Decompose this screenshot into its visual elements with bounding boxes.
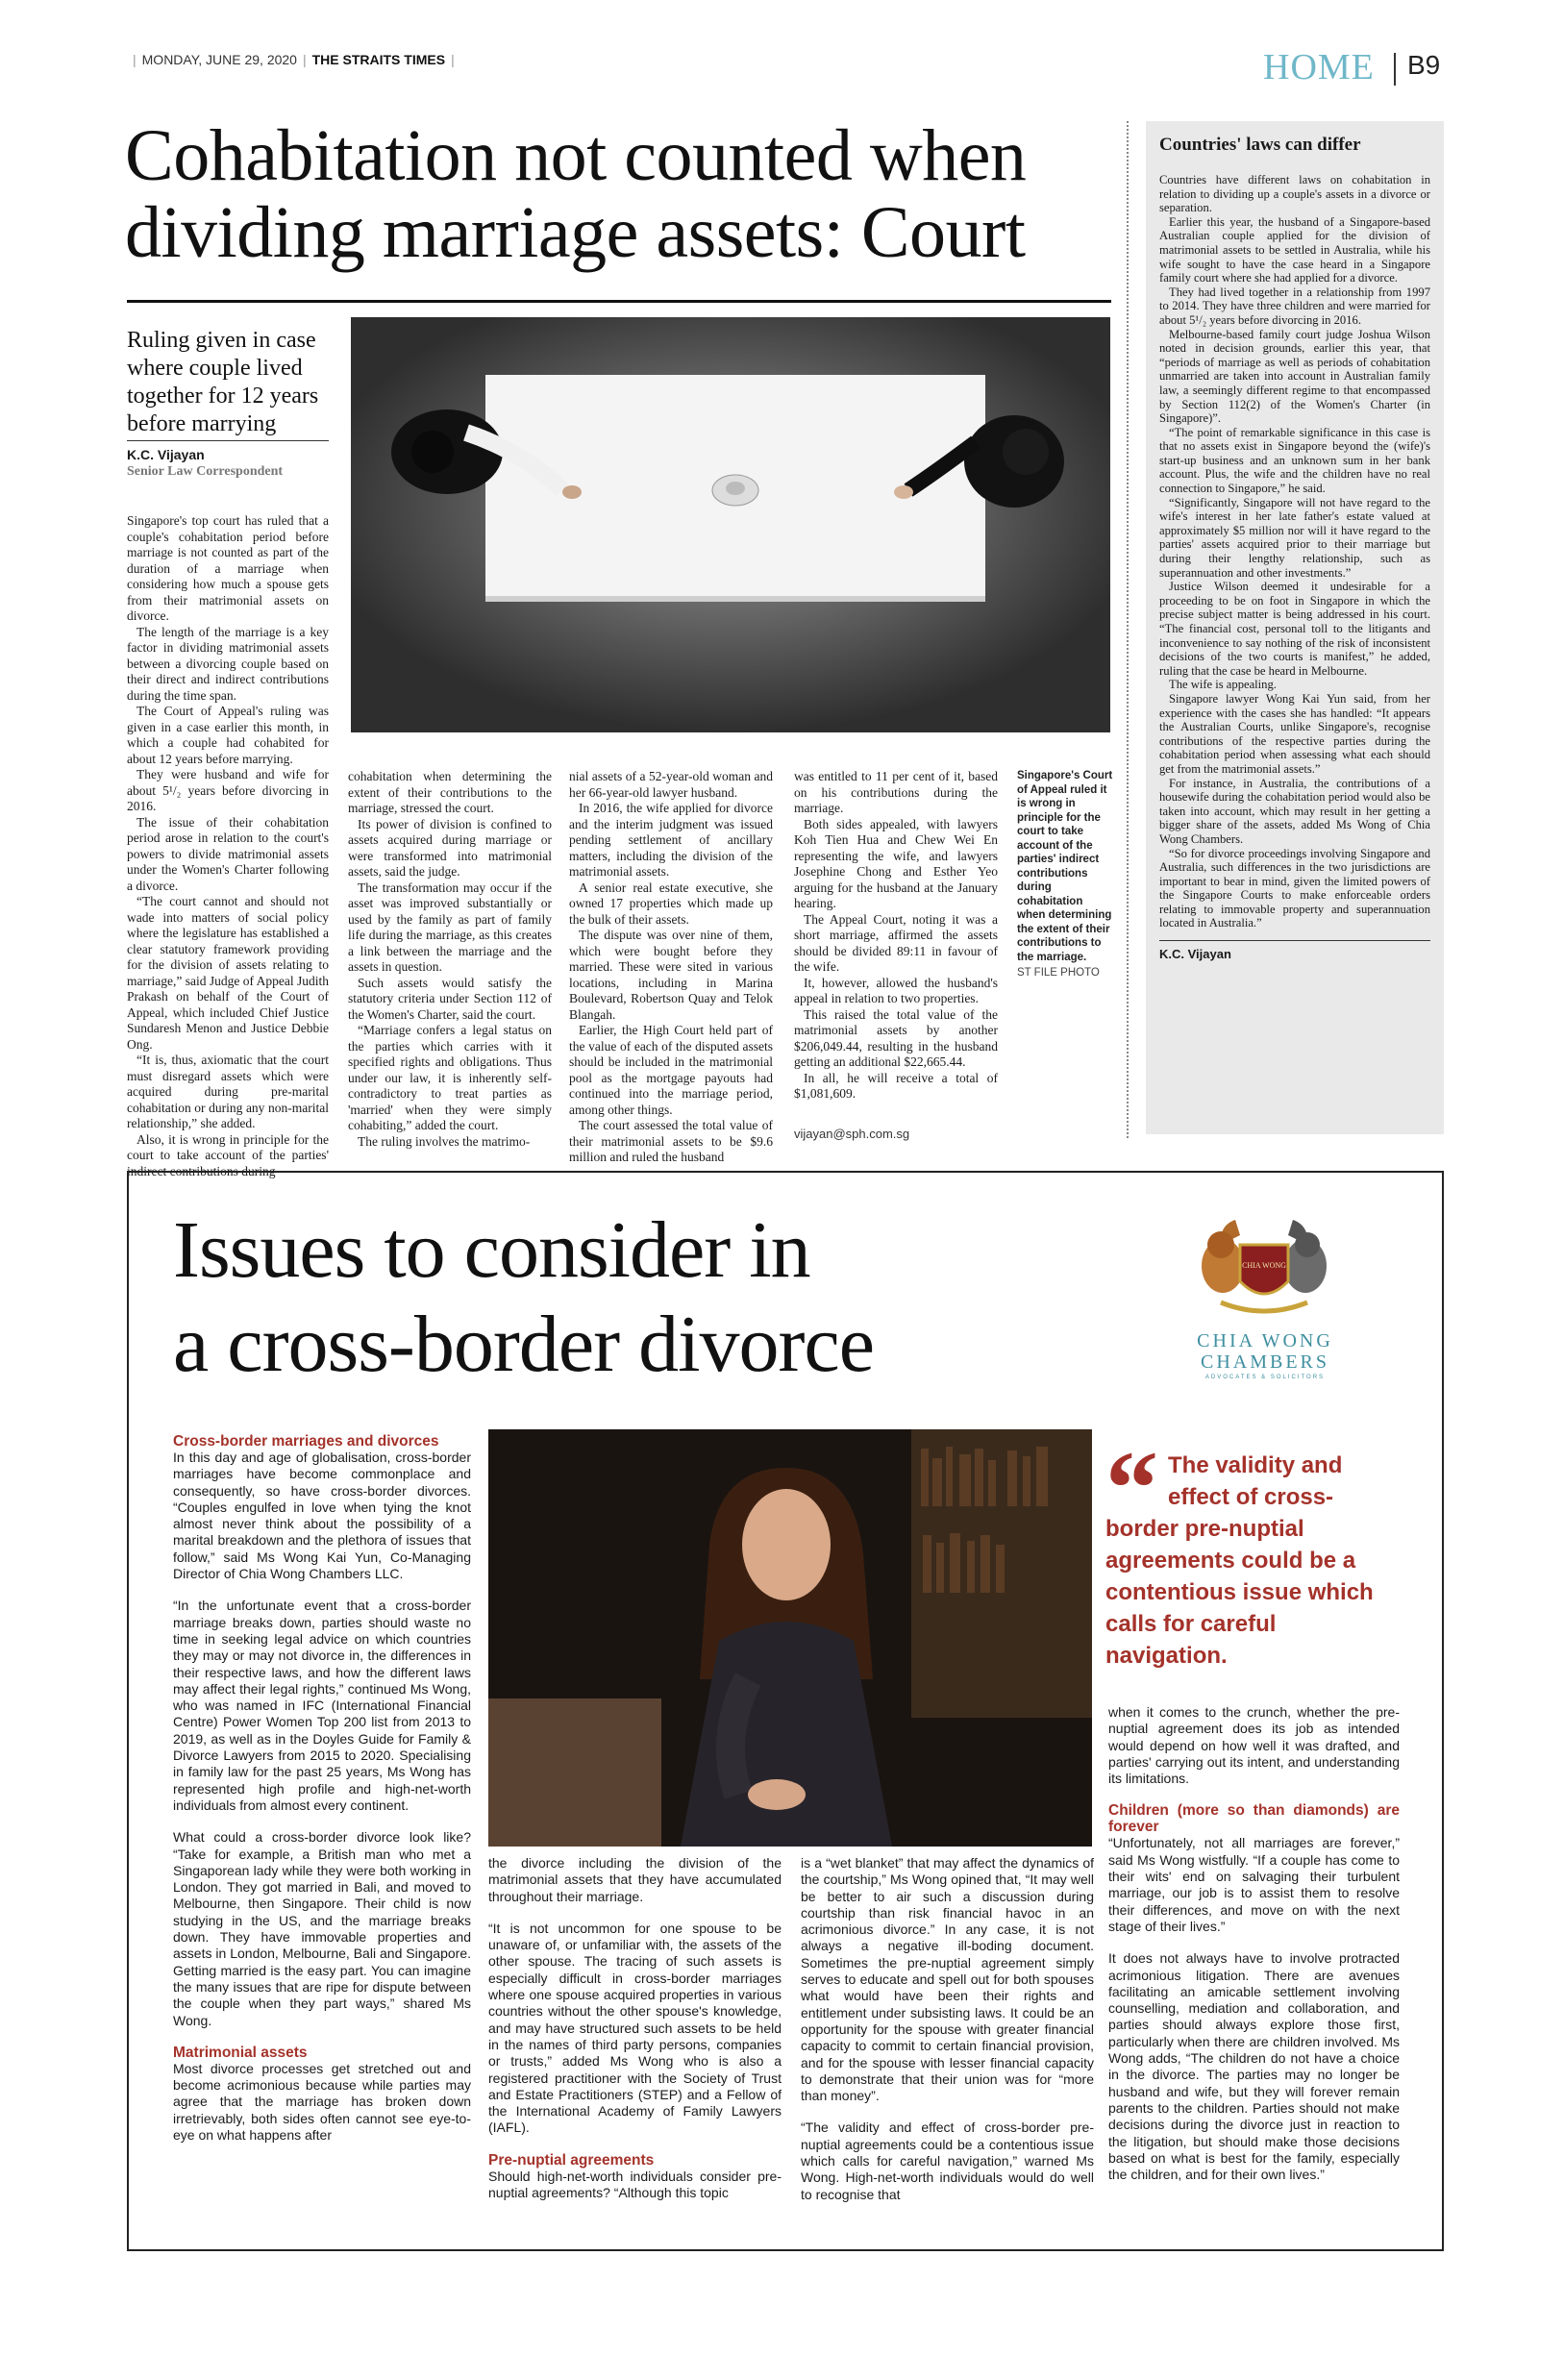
logo-wordmark xyxy=(1140,1330,1390,1373)
paragraph: “It is not uncommon for one spouse to be unaware of, or unfamiliar with, the assets of the other spouse. The tracing of such assets is especially difficult in cross-border marriages where one spouse acquired properties in various countries without the other spouse's knowledge, and may have structured such assets to be held in the names of third party persons, companies or trusts,” added Ms Wong who is also a registered practitioner with the Society of Trust and Estate Practitioners (STEP) and a Fellow of the International Academy of Family Lawyers (IAFL). xyxy=(488,1920,782,2136)
paragraph: “In the unfortunate event that a cross-border marriage breaks down, parties should waste no time in seeking legal advice on which countries they may or may not divorce in, the differences in their respective laws, and how the different laws may affect their legal rights,” continued Ms Wong, who was named in IFC (International Financial Centre) Power Women Top 200 list from 2013 to 2019, as well as in the Doyles Guide for Family & Divorce Lawyers from 2015 to 2020. Specialising in family law for the past 25 years, Ms Wong has represented high profile and high-net-worth individuals from almost every continent. xyxy=(173,1598,471,1813)
paragraph: The Court of Appeal's ruling was given in a case earlier this month, in which a couple had cohabited for about 12 years before marrying. xyxy=(127,704,329,766)
paragraph: Both sides appealed, with lawyers Koh Tien Hua and Chew Wei En representing the wife, and lawyers Josephine Chong and Esther Yeo arguing for the husband at the January hearing. xyxy=(794,816,998,910)
subheading-cross-border: Cross-border marriages and divorces xyxy=(173,1433,439,1450)
paragraph: was entitled to 11 per cent of it, based on his contributions during the marriage. xyxy=(794,769,998,815)
photo-caption xyxy=(1017,769,1113,980)
sidebar-rule xyxy=(1159,940,1430,941)
paragraph: This raised the total value of the matrimonial assets by another $206,049.44, resulting in the husband getting an additional $22,665.44. xyxy=(794,1006,998,1069)
advertorial-column-3 xyxy=(801,1855,1094,2219)
advertorial-title xyxy=(173,1203,1134,1392)
paragraph: “The validity and effect of cross-border pre-nuptial agreements could be a contentious issue which calls for careful navigation,” warned Ms Wong. High-net-worth individuals would do well to recognise that xyxy=(801,2120,1094,2202)
portrait-illustration xyxy=(488,1429,1092,1847)
sidebar-paragraph: They had lived together in a relationship from 1997 to 2014. They have three children and were married for about 5¹/₂ years before divorcing in 2016. xyxy=(1159,285,1430,327)
folio: | MONDAY, JUNE 29, 2020 | THE STRAITS TIMES | xyxy=(133,52,455,67)
advertorial-title-line-1: Issues to consider in xyxy=(173,1205,810,1295)
crest-icon xyxy=(1163,1206,1365,1331)
folio-divider xyxy=(1394,53,1396,86)
portrait-photo xyxy=(488,1429,1092,1847)
paragraph: The ruling involves the matrimo- xyxy=(358,1133,531,1149)
logo-name-line-1: CHIA WONG xyxy=(1197,1330,1333,1351)
paragraph: The transformation may occur if the asset was improved substantially or used by the family as part of family life during the marriage, as this creates a link between the marriage and the assets in question. xyxy=(348,880,552,974)
article-column-1 xyxy=(127,513,329,1179)
caption-text: Singapore's Court of Appeal ruled it is wrong in principle for the court to take account of the parties' indirect contributions during cohabitation when determining the extent of their contributions to the marriage. xyxy=(1017,770,1113,963)
sidebar-paragraph: Singapore lawyer Wong Kai Yun said, from her experience with the cases she has handled: “It appears the Australian Courts, unlike Singapore's, recognise contributions of the respective parties during the cohabitation period when assessing what each should get from the matrimonial assets.” xyxy=(1159,691,1430,776)
paragraph: the divorce including the division of the matrimonial assets that they have accumulated throughout their marriage. xyxy=(488,1855,782,1904)
article-column-3 xyxy=(569,769,773,1166)
article-headline: Cohabitation not counted when dividing marriage assets: Court xyxy=(125,115,1027,273)
paragraph: “Marriage confers a legal status on the parties which carries with it specified rights and obligations. Thus under our law, it is inherently self-contradictory to treat parties as 'married' when they were simply cohabiting,” added the court. xyxy=(348,1023,552,1132)
author-email[interactable]: vijayan@sph.com.sg xyxy=(794,1127,910,1141)
sidebar-paragraph: Countries have different laws on cohabitation in relation to dividing up a couple's assets in a divorce or separation. xyxy=(1159,173,1430,215)
paragraph: In 2016, the wife applied for divorce and the interim judgment was issued pending settlement of ancillary matters, including the division of the matrimonial assets. xyxy=(569,801,773,879)
sidebar-title: Countries' laws can differ xyxy=(1159,135,1361,155)
byline-rule xyxy=(127,440,329,441)
advertorial-title-line-2: a cross-border divorce xyxy=(173,1300,874,1389)
sidebar-paragraph: “Significantly, Singapore will not have regard to the wife's interest in her late father's estate valued at approximately $5 million nor will it have regard to the parties' assets acquired prior to their marriage but during their lengthy relationship, such as superannuation and other investments.” xyxy=(1159,495,1430,580)
headline-rule xyxy=(127,300,1111,303)
advertorial-column-2 xyxy=(488,1855,782,2217)
sidebar-paragraph: The wife is appealing. xyxy=(1169,678,1277,692)
article-subhead: Ruling given in case where couple lived together for 12 years before marrying xyxy=(127,328,319,436)
section-label: HOME xyxy=(1263,47,1375,87)
paragraph: Most divorce processes get stretched out and become acrimonious because while parties may agree that the marriage has broken down irretrievably, both sides often cannot see eye-to-eye on what happens after xyxy=(173,2060,471,2143)
sidebar-paragraph: Earlier this year, the husband of a Singapore-based Australian couple applied for the division of matrimonial assets to be settled in Australia, while his wife sought to have the case heard in a Singapore family court where she had applied for a divorce. xyxy=(1159,214,1430,285)
photo-credit: ST FILE PHOTO xyxy=(1017,967,1100,979)
paragraph: “It is, thus, axiomatic that the court must disregard assets which were acquired during pre-marital cohabitation or during any non-marital relationship,” she added. xyxy=(127,1053,329,1130)
paragraph: The dispute was over nine of them, which were bought before they married. These were sited in various locations, including in Marina Boulevard, Robertson Quay and Telok Blangah. xyxy=(569,928,773,1022)
paragraph: is a “wet blanket” that may affect the dynamics of the courtship,” Ms Wong opined that, “It may well be better to air such a discussion during courtship than risk financial havoc in an acrimonious divorce.” In any case, it is not always a negative ill-boding document. Sometimes the pre-nuptial agreement simply serves to educate and spell out for both spouses what would have been their rights and entitlement under subsisting laws. It could be an opportunity for the spouse with greater financial capacity to commit to certain financial provision, and for the spouse with lesser financial capacity to demonstrate that their union was for “more than money”. xyxy=(801,1855,1094,2104)
advertorial-column-1 xyxy=(173,1429,471,2159)
subheading-pre-nuptial: Pre-nuptial agreements xyxy=(488,2151,655,2169)
paragraph: In this day and age of globalisation, cross-border marriages have become commonplace and consequently, so have cross-border divorces. “Couples engulfed in love when tying the knot almost never think about the possibility of a marital breakdown and the plethora of issues that follow,” said Ms Wong Kai Yun, Co-Managing Director of Chia Wong Chambers LLC. xyxy=(173,1450,471,1582)
paragraph: nial assets of a 52-year-old woman and her 66-year-old lawyer husband. xyxy=(569,769,773,800)
paragraph: Its power of division is confined to assets acquired during marriage or were transformed into matrimonial assets, said the judge. xyxy=(348,816,552,879)
byline-name: K.C. Vijayan xyxy=(127,447,205,462)
sidebar-paragraph: Melbourne-based family court judge Joshua Wilson noted in decision grounds, earlier this year, that “periods of marriage as well as periods of cohabitation unmarried are taken into account in Australian family law, a seemingly different regime to that encompassed by Section 112(2) of the Women's Charter (in Singapore)”. xyxy=(1159,327,1430,426)
logo-shield-text: CHIA WONG xyxy=(1242,1261,1286,1270)
paragraph: In all, he will receive a total of $1,081,609. xyxy=(794,1070,998,1101)
paragraph: The court assessed the total value of their matrimonial assets to be $9.6 million and ruled the husband xyxy=(569,1118,773,1164)
sidebar-paragraph: For instance, in Australia, the contributions of a housewife during the cohabitation period would also be taken into account, which may result in her getting a bigger share of the assets, added Ms Wong of Chia Wong Chambers. xyxy=(1159,776,1430,846)
article-byline xyxy=(127,447,338,480)
subheading-matrimonial-assets: Matrimonial assets xyxy=(173,2044,308,2061)
paragraph: Earlier, the High Court held part of the value of each of the disputed assets should be included in the matrimonial pool as the mortgage payouts had continued into the marriage period, among other things. xyxy=(569,1023,773,1117)
page-number: B9 xyxy=(1407,50,1441,80)
paper-name: THE STRAITS TIMES xyxy=(311,52,446,67)
sidebar-box xyxy=(1146,121,1444,1134)
pull-quote-text: The validity and effect of cross-border pre-nuptial agreements could be a contentious issue which calls for careful navigation. xyxy=(1105,1452,1374,1669)
paragraph: “Unfortunately, not all marriages are forever,” said Ms Wong wistfully. “If a couple has come to their wits' end on salvaging their turbulent marriage, our job is to assist them to resolve their differences, and move on with the next stage of their lives.” xyxy=(1108,1835,1400,1934)
sidebar-byline: K.C. Vijayan xyxy=(1159,947,1231,962)
paragraph: cohabitation when determining the extent of their contributions to the marriage, stressed the court. xyxy=(348,769,552,815)
paragraph: They were husband and wife for about 5¹/₂ years before divorcing in 2016. xyxy=(127,767,329,813)
column-divider xyxy=(1127,121,1129,1138)
paragraph: The issue of their cohabitation period arose in relation to the court's powers to divide matrimonial assets under the Women's Charter following a divorce. xyxy=(127,814,329,893)
paragraph: It does not always have to involve protracted acrimonious litigation. There are avenues facilitating an amicable settlement involving counselling, mediation and collaboration, and parties should always explore those first, particularly when there are children involved. Ms Wong adds, “The children do not have a choice in the divorce. The parties may no longer be husband and wife, but they will forever remain parents to the children. Parties should not make decisions during the divorce just in reaction to the litigation, but should make those decisions based on what is best for the family, especially the children, and for their own lives.” xyxy=(1108,1950,1400,2183)
paragraph: The Appeal Court, noting it was a short marriage, affirmed the assets should be divided 89:11 in favour of the wife. xyxy=(794,911,998,974)
advertorial-column-4 xyxy=(1108,1704,1400,2198)
article-column-4 xyxy=(794,769,998,1103)
court-photo-illustration xyxy=(351,317,1110,732)
paragraph: when it comes to the crunch, whether the pre-nuptial agreement does its job as intended would depend on how well it was drafted, and parties' carrying out its intent, and understanding its limitations. xyxy=(1108,1704,1400,1787)
sidebar-paragraph: “The point of remarkable significance in this case is that no assets exist in Singapore beyond the (wife)'s start-up business and an unknown sum in her bank account. Plus, the wife and the children have no real connection to Singapore,” he said. xyxy=(1159,425,1430,496)
paragraph: What could a cross-border divorce look like? “Take for example, a British man who met a Singaporean lady while they were both working in London. They got married in Bali, and moved to Melbourne, then Singapore. Their child is now studying in the US, and the marriage breaks down. They have immovable properties and assets in London, Melbourne, Bali and Singapore. Getting married is the easy part. You can imagine the many issues that are ripe for dispute between the couple when they part ways,” shared Ms Wong. xyxy=(173,1829,471,2028)
article-column-2 xyxy=(348,769,552,1150)
pull-quote xyxy=(1105,1429,1403,1672)
paragraph: It, however, allowed the husband's appeal in relation to two properties. xyxy=(794,975,998,1005)
subheading-children: Children (more so than diamonds) are forever xyxy=(1108,1802,1400,1836)
sidebar-paragraph: Justice Wilson deemed it undesirable for a proceeding to be on foot in Singapore in which the precise subject matter is being addressed in his court. “The financial cost, personal toll to the litigants and inconvenience to say nothing of the risk of inconsistent decisions of the two courts is manifest,” he added, ruling that the case be heard in Melbourne. xyxy=(1159,580,1430,678)
paragraph: “The court cannot and should not wade into matters of social policy where the legislature has established a clear statutory framework providing for the division of assets relating to marriage,” said Judge of Appeal Judith Prakash on behalf of the Court of Appeal, which included Chief Justice Sundaresh Menon and Justice Debbie Ong. xyxy=(127,894,329,1052)
paragraph: Also, it is wrong in principle for the court to take account of the parties' indirect contributions during xyxy=(127,1131,329,1178)
logo-tagline: ADVOCATES & SOLICITORS xyxy=(1204,1375,1326,1380)
byline-title: Senior Law Correspondent xyxy=(127,464,284,479)
paragraph: Singapore's top court has ruled that a couple's cohabitation period before marriage is not counted as part of the duration of a marriage when considering how much a spouse gets from their matrimonial assets on divorce. xyxy=(127,513,329,623)
issue-date: MONDAY, JUNE 29, 2020 xyxy=(141,52,297,67)
sidebar-text xyxy=(1159,173,1430,930)
paragraph: A senior real estate executive, she owned 17 properties which made up the bulk of their assets. xyxy=(569,880,773,927)
quote-mark-icon: “ xyxy=(1105,1429,1158,1547)
logo-name-line-2: CHAMBERS xyxy=(1200,1351,1330,1373)
court-photo xyxy=(351,317,1110,732)
sidebar-paragraph: “So for divorce proceedings involving Singapore and Australia, such differences in the two jurisdictions are important to bear in mind, given the limited powers of the Singapore Courts to make enforceable orders relating to immovable property and superannuation located in Australia.” xyxy=(1159,846,1430,930)
paragraph: Should high-net-worth individuals consider pre-nuptial agreements? “Although this topic xyxy=(488,2168,782,2201)
paragraph: The length of the marriage is a key factor in dividing matrimonial assets between a divorcing couple based on their direct and indirect contributions during the time span. xyxy=(127,624,329,703)
paragraph: Such assets would satisfy the statutory criteria under Section 112 of the Women's Charter, said the court. xyxy=(348,975,552,1022)
